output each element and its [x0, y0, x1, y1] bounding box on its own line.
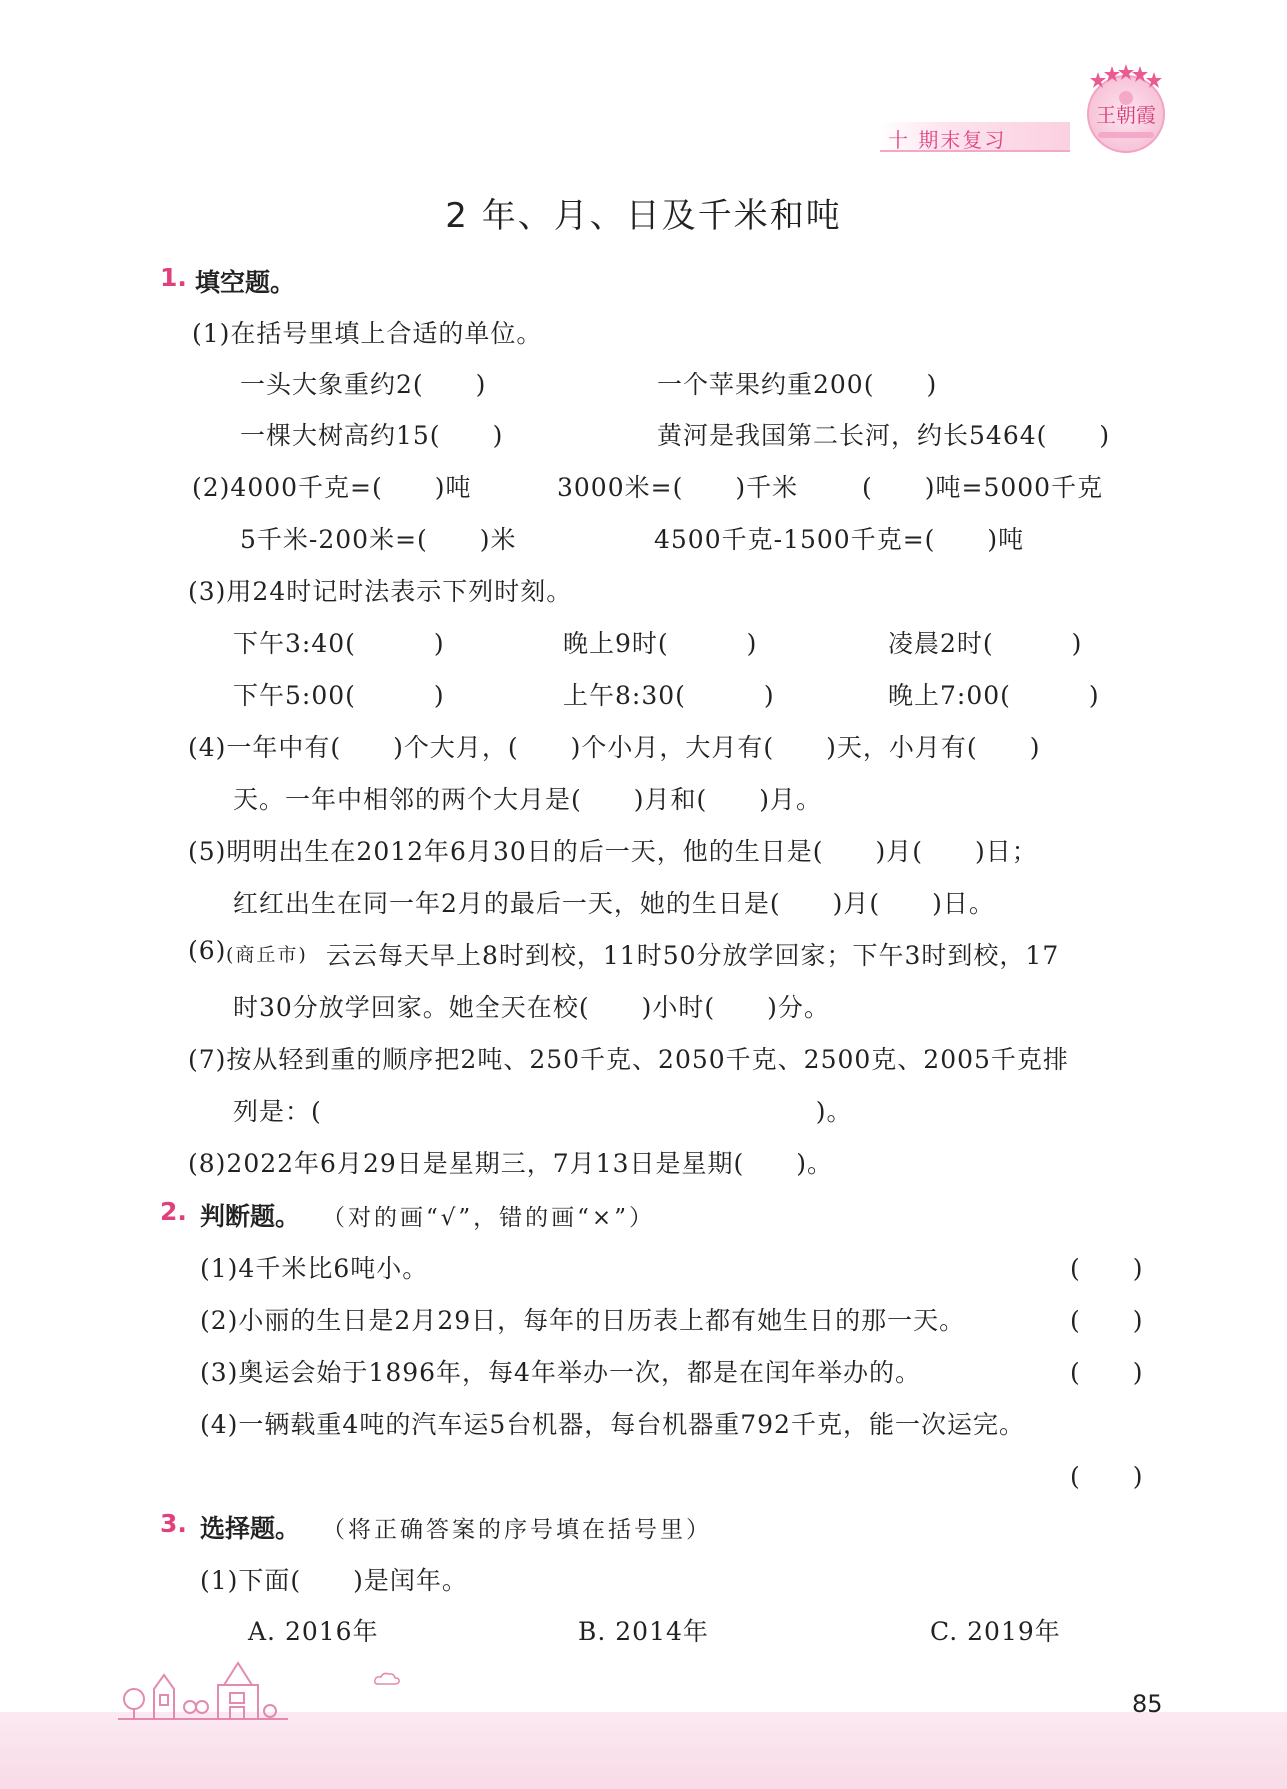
q1-2-item: 4500千克-1500千克=( )吨: [654, 525, 1025, 554]
q1-4-line: 天。一年中相邻的两个大月是( )月和( )月。: [233, 785, 823, 814]
q1-6-line: 云云每天早上8时到校，11时50分放学回家；下午3时到校，17: [326, 941, 1060, 970]
q1-7-answer-line: 列是：( )。: [233, 1097, 853, 1126]
q2-2-line: (2)小丽的生日是2月29日，每年的日历表上都有她生日的那一天。: [200, 1306, 966, 1335]
town-illustration-icon: [118, 1655, 418, 1721]
cloud-icon: [372, 1670, 402, 1688]
q1-1-item: 一个苹果约重200( ): [657, 370, 938, 399]
q2-3-answer-blank: ( ): [1070, 1358, 1144, 1387]
q1-1-item: 一头大象重约2( ): [240, 370, 487, 399]
page-number: 85: [1132, 1690, 1163, 1718]
svg-text:王朝霞: 王朝霞: [1096, 103, 1156, 127]
q2-3-line: (3)奥运会始于1896年，每4年举办一次，都是在闰年举办的。: [200, 1358, 921, 1387]
q1-3-item: 凌晨2时( ): [888, 629, 1083, 658]
q3-1-option-a: A. 2016年: [248, 1617, 379, 1646]
q1-8-line: (8)2022年6月29日是星期三，7月13日是星期( )。: [188, 1149, 833, 1178]
page-title: 2 年、月、日及千米和吨: [445, 196, 842, 236]
q3-1-option-c: C. 2019年: [930, 1617, 1061, 1646]
section-2-note: （对的画“√”，错的画“×”）: [322, 1205, 655, 1231]
section-1-title: 填空题。: [195, 268, 296, 297]
q1-3-item: 晚上9时( ): [563, 629, 758, 658]
q1-3-item: 下午5:00( ): [233, 681, 445, 710]
header-section-label: 十 期末复习: [888, 128, 1007, 152]
footer-band: [0, 1712, 1287, 1789]
section-3-title: 选择题。: [200, 1514, 301, 1543]
q1-6-source-tag: (商丘市): [226, 944, 308, 966]
q1-3-prompt: (3)用24时记时法表示下列时刻。: [188, 577, 573, 606]
q2-1-line: (1)4千米比6吨小。: [200, 1254, 429, 1283]
q1-3-item: 晚上7:00( ): [888, 681, 1100, 710]
section-3-note: （将正确答案的序号填在括号里）: [322, 1517, 712, 1543]
q1-6-line: 时30分放学回家。她全天在校( )小时( )分。: [233, 993, 830, 1022]
q1-2-item: 3000米=( )千米: [557, 473, 799, 502]
q1-3-item: 下午3:40( ): [233, 629, 445, 658]
q2-1-answer-blank: ( ): [1070, 1254, 1144, 1283]
q1-5-line: (5)明明出生在2012年6月30日的后一天，他的生日是( )月( )日；: [188, 837, 1038, 866]
q2-4-answer-blank: ( ): [1070, 1462, 1144, 1491]
q1-1-prompt: (1)在括号里填上合适的单位。: [192, 319, 543, 348]
section-2-title: 判断题。: [200, 1202, 301, 1231]
q2-2-answer-blank: ( ): [1070, 1306, 1144, 1335]
q1-1-item: 一棵大树高约15( ): [240, 421, 504, 450]
section-1-number: 1.: [160, 263, 187, 292]
q1-1-item: 黄河是我国第二长河，约长5464( ): [657, 421, 1111, 450]
section-2-number: 2.: [160, 1197, 187, 1226]
q2-4-line: (4)一辆载重4吨的汽车运5台机器，每台机器重792千克，能一次运完。: [200, 1410, 1025, 1439]
brand-logo-icon: [1068, 60, 1184, 156]
q1-4-line: (4)一年中有( )个大月，( )个小月，大月有( )天，小月有( ): [188, 733, 1041, 762]
q3-1-option-b: B. 2014年: [578, 1617, 709, 1646]
q1-3-item: 上午8:30( ): [563, 681, 775, 710]
q1-6-number: (6): [188, 936, 227, 965]
q1-2-item: (2)4000千克=( )吨: [192, 473, 472, 502]
q1-7-line: (7)按从轻到重的顺序把2吨、250千克、2050千克、2500克、2005千克排: [188, 1045, 1069, 1074]
q1-2-item: ( )吨=5000千克: [862, 473, 1104, 502]
q1-2-item: 5千米-200米=( )米: [240, 525, 517, 554]
section-3-number: 3.: [160, 1509, 187, 1538]
q1-5-line: 红红出生在同一年2月的最后一天，她的生日是( )月( )日。: [233, 889, 995, 918]
q3-1-line: (1)下面( )是闰年。: [200, 1566, 468, 1595]
